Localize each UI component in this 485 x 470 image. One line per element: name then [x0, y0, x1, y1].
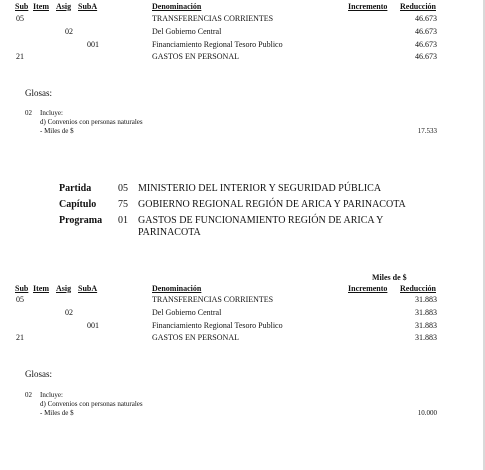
header-sub: Sub: [15, 284, 29, 293]
glosa-line: Incluye:: [40, 109, 63, 117]
glosa-line: - Miles de $: [40, 127, 74, 135]
header-sub: Sub: [15, 2, 29, 11]
row-code: 02: [65, 308, 73, 317]
row-denominacion: TRANSFERENCIAS CORRIENTES: [152, 14, 274, 23]
capitulo-name: GOBIERNO REGIONAL REGIÓN DE ARICA Y PARINACOTA: [138, 199, 406, 210]
row-denominacion: Del Gobierno Central: [152, 27, 222, 36]
row-reduccion: 31.883: [415, 333, 437, 342]
header-denominacion: Denominación: [152, 284, 202, 293]
row-reduccion: 46.673: [415, 40, 437, 49]
row-code: 05: [16, 295, 24, 304]
programa-code: 01: [118, 215, 128, 226]
header-suba: SubA: [78, 284, 98, 293]
row-denominacion: TRANSFERENCIAS CORRIENTES: [152, 295, 274, 304]
capitulo-code: 75: [118, 199, 128, 210]
header-reduccion: Reducción: [400, 284, 436, 293]
row-code: 21: [16, 333, 24, 342]
header-incremento: Incremento: [348, 284, 388, 293]
glosas-title: Glosas:: [25, 88, 52, 98]
glosas-title: Glosas:: [25, 369, 52, 379]
units-label: Miles de $: [372, 273, 407, 282]
row-code: 02: [65, 27, 73, 36]
header-item: Item: [33, 284, 49, 293]
programa-name-continued: PARINACOTA: [138, 227, 201, 238]
row-denominacion: Financiamiento Regional Tesoro Publico: [152, 40, 283, 49]
glosa-number: 02: [25, 391, 32, 399]
row-code: 05: [16, 14, 24, 23]
capitulo-label: Capítulo: [59, 199, 97, 210]
row-reduccion: 31.883: [415, 308, 437, 317]
header-reduccion: Reducción: [400, 2, 436, 11]
header-suba: SubA: [78, 2, 98, 11]
header-denominacion: Denominación: [152, 2, 202, 11]
row-code: 001: [87, 321, 99, 330]
programa-label: Programa: [59, 215, 103, 226]
glosa-line: - Miles de $: [40, 409, 74, 417]
programa-name: GASTOS DE FUNCIONAMIENTO REGIÓN DE ARICA Y: [138, 215, 384, 226]
row-code: 001: [87, 40, 99, 49]
glosa-value: 17.533: [417, 127, 437, 135]
glosa-line: Incluye:: [40, 391, 63, 399]
row-denominacion: Del Gobierno Central: [152, 308, 222, 317]
glosa-line: d) Convenios con personas naturales: [40, 118, 143, 126]
header-asig: Asig: [56, 284, 72, 293]
row-denominacion: Financiamiento Regional Tesoro Publico: [152, 321, 283, 330]
header-asig: Asig: [56, 2, 72, 11]
glosa-line: d) Convenios con personas naturales: [40, 400, 143, 408]
row-reduccion: 46.673: [415, 52, 437, 61]
row-denominacion: GASTOS EN PERSONAL: [152, 52, 239, 61]
partida-name: MINISTERIO DEL INTERIOR Y SEGURIDAD PÚBLICA: [138, 183, 382, 194]
header-item: Item: [33, 2, 49, 11]
row-denominacion: GASTOS EN PERSONAL: [152, 333, 239, 342]
row-reduccion: 31.883: [415, 321, 437, 330]
glosa-number: 02: [25, 109, 32, 117]
row-reduccion: 46.673: [415, 14, 437, 23]
partida-code: 05: [118, 183, 128, 194]
row-reduccion: 31.883: [415, 295, 437, 304]
header-incremento: Incremento: [348, 2, 388, 11]
row-code: 21: [16, 52, 24, 61]
row-reduccion: 46.673: [415, 27, 437, 36]
partida-label: Partida: [59, 183, 92, 194]
glosa-value: 10.000: [417, 409, 437, 417]
